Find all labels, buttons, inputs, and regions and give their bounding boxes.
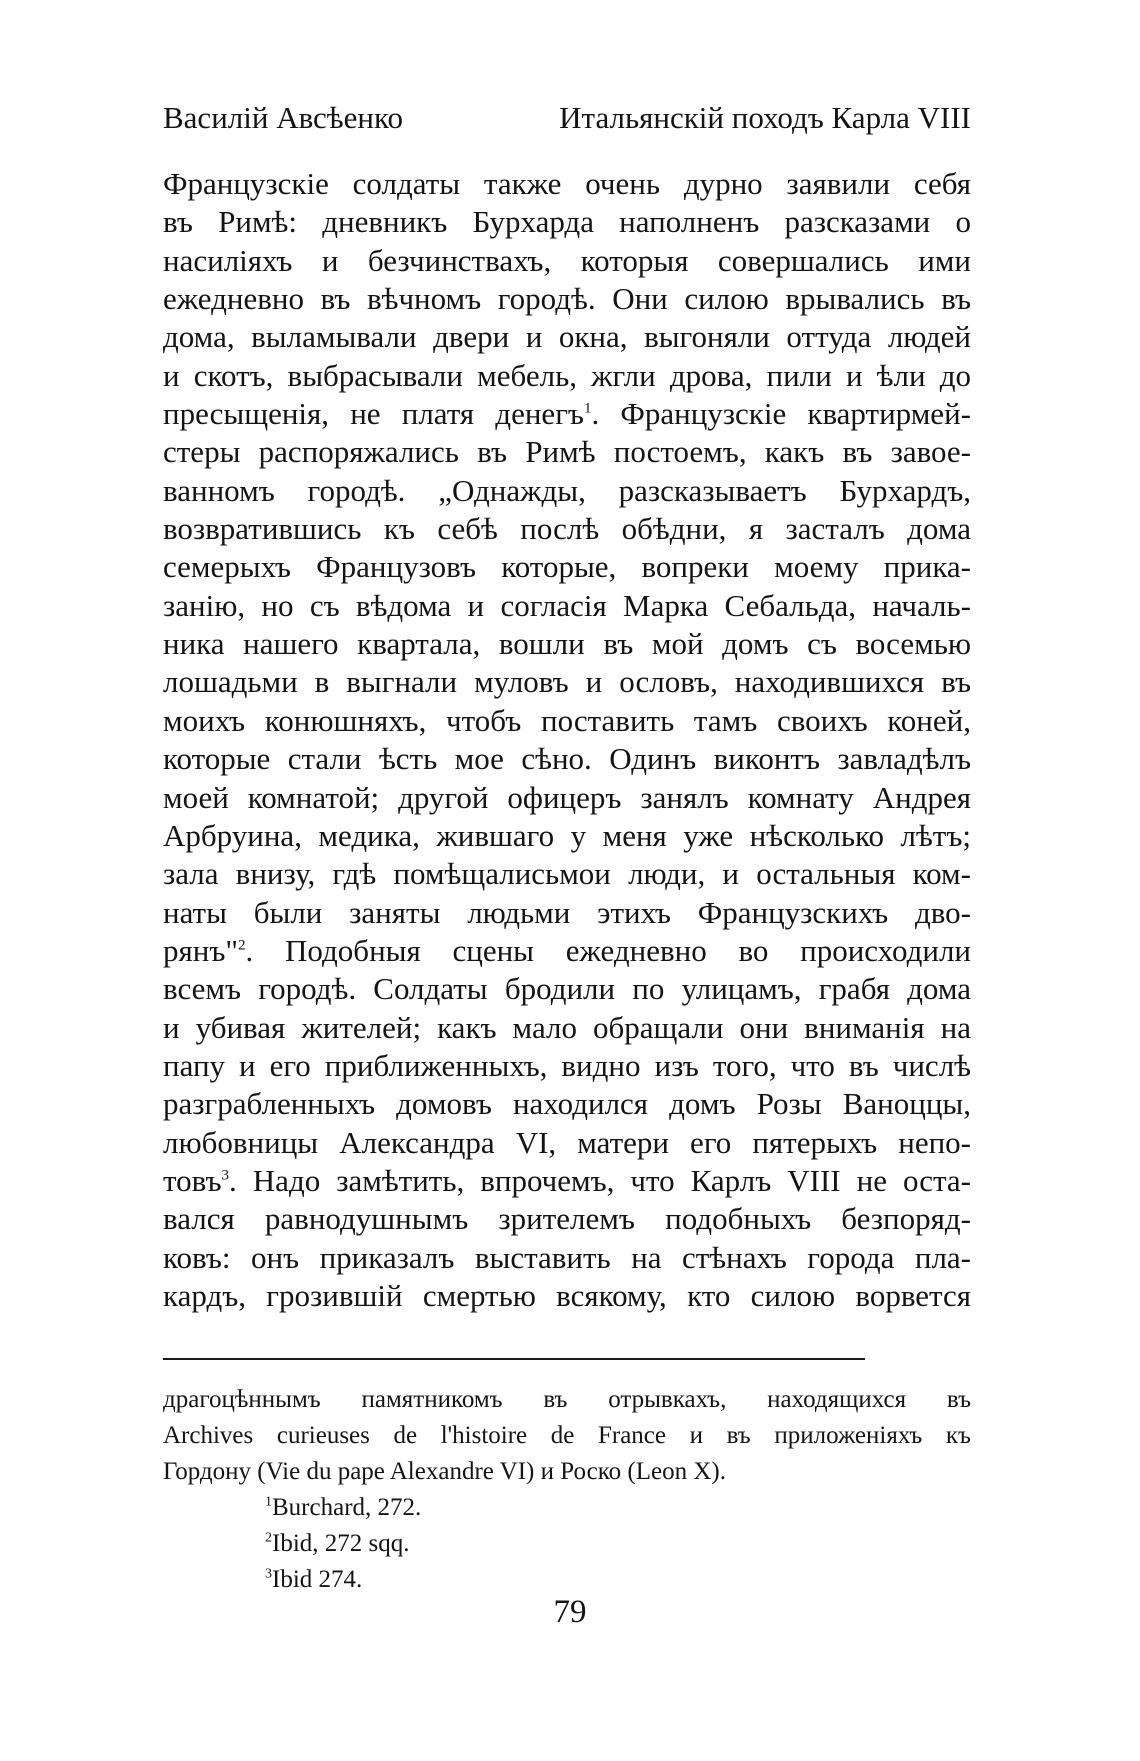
footnote-divider [163,1358,865,1360]
text-segment: пресыщенія, не платя денегъ [163,396,584,432]
footnote-reference [163,1526,971,1562]
footnote-text-line: Archives curieuses de l'histoire de France и въ приложеніяхъ къ [163,1422,971,1449]
text-line: папу и его приближенныхъ, видно изъ того, что въ числѣ [163,1047,971,1083]
running-header [163,98,971,138]
page-number: 79 [553,1594,587,1630]
header-book-title: Итальянскій походъ Карла VIII [559,100,971,135]
text-line: ковъ: онъ приказалъ выставить на стѣнахъ города пла- [163,1239,971,1275]
footnote-number: 3 [265,1566,272,1582]
text-line [163,1162,971,1200]
text-segment: рянъ" [163,932,239,968]
footnote-marker: 3 [221,1167,230,1184]
header-author: Василій Авсѣенко [163,100,403,135]
footnote-reference [163,1490,971,1526]
text-line: и убивая жителей; какъ мало обращали они вниманія на [163,1009,971,1045]
text-line: Арбруина, медика, жившаго у меня уже нѣсколько лѣтъ; [163,817,971,853]
footnotes [163,1382,971,1598]
footnote-marker: 1 [583,400,592,417]
text-line: зала внизу, гдѣ помѣщалисьмои люди, и остальныя ком- [163,856,971,892]
text-line: моихъ конюшняхъ, чтобъ поставить тамъ своихъ коней, [163,702,971,738]
text-line: Французскіе солдаты также очень дурно заявили себя [163,166,971,201]
text-line [163,932,971,970]
text-line: насиліяхъ и безчинствахъ, которыя совершались ими [163,242,971,278]
text-line: лошадьми в выгнали муловъ и ословъ, находившихся въ [163,664,971,700]
text-line: любовницы Александра VI, матери его пятерыхъ непо- [163,1124,971,1160]
footnote-number: 2 [265,1530,272,1546]
text-line: возвратившись къ себѣ послѣ обѣдни, я засталъ дома [163,511,971,547]
text-segment: . Надо замѣтить, впрочемъ, что Карлъ VIII не оста- [229,1162,971,1198]
text-line: семерыхъ Французовъ которые, вопреки моему прика- [163,549,971,585]
footnote-marker: 2 [238,937,246,954]
text-line: ежедневно въ вѣчномъ городѣ. Они силою врывались въ [163,281,971,317]
footnote-number: 1 [265,1494,272,1510]
text-line: дома, выламывали двери и окна, выгоняли оттуда людей [163,319,971,355]
footnote-citation: Ibid 274. [272,1566,363,1593]
footnote-text-line: Гордону (Vie du pape Alexandre VI) и Роско (Leon X). [163,1458,726,1485]
text-line: въ Римѣ: дневникъ Бурхарда наполненъ разсказами о [163,204,971,240]
text-line: вался равнодушнымъ зрителемъ подобныхъ безпоряд- [163,1201,971,1237]
text-line [163,395,971,433]
text-line: наты были заняты людьми этихъ Французскихъ дво- [163,894,971,930]
text-line: которые стали ѣсть мое сѣно. Одинъ виконтъ завладѣлъ [163,741,971,777]
text-line: и скотъ, выбрасывали мебель, жгли дрова, пили и ѣли до [163,357,971,393]
text-line: занію, но съ вѣдома и согласія Марка Себальда, началь- [163,587,971,623]
text-line: ванномъ городѣ. „Однажды, разсказываетъ Бурхардъ, [163,472,971,508]
footnote-citation: Ibid, 272 sqq. [272,1530,410,1557]
text-line: моей комнатой; другой офицеръ занялъ комнату Андрея [163,779,971,815]
text-line: разграбленныхъ домовъ находился домъ Розы Ваноццы, [163,1086,971,1122]
main-text [163,165,971,1315]
text-segment: . Французскіе квартирмей- [591,396,971,432]
footnote-citation: Burchard, 272. [272,1494,422,1521]
text-line: ника нашего квартала, вошли въ мой домъ съ восемью [163,626,971,662]
text-segment: . Подобныя сцены ежедневно во происходили [245,932,971,968]
text-line: кардъ, грозившій смертью всякому, кто силою ворвется [163,1277,971,1313]
text-line: стеры распоряжались въ Римѣ постоемъ, какъ въ завое- [163,434,971,470]
footnote-text-line: драгоцѣннымъ памятникомъ въ отрывкахъ, находящихся въ [163,1386,971,1413]
text-segment: товъ [163,1162,222,1198]
text-line: всемъ городѣ. Солдаты бродили по улицамъ, грабя дома [163,971,971,1007]
